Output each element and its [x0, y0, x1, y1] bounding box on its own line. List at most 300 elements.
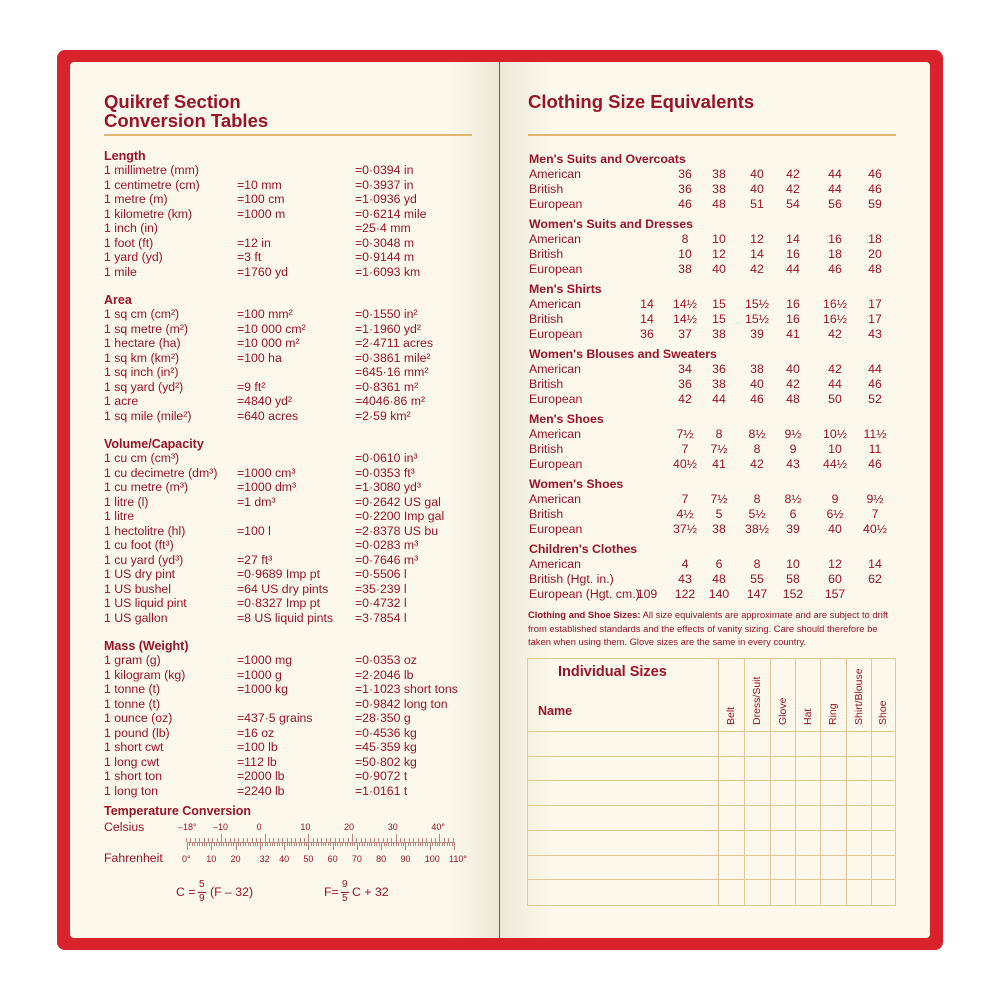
volume-row-8-col-0: 1 US dry pint [104, 567, 176, 581]
mass-row-9-col-2: =1·0161 t [355, 783, 408, 798]
clothing-size-value: 20 [868, 247, 882, 261]
fahrenheit-tick-label: 70 [351, 854, 362, 864]
clothing-size-value: 16 [786, 312, 800, 326]
fahrenheit-label: Fahrenheit [104, 851, 163, 865]
celsius-tick [404, 838, 405, 842]
fahrenheit-tick [367, 842, 368, 846]
fahrenheit-tick [233, 842, 234, 846]
fahrenheit-tick [284, 842, 285, 850]
clothing-size-value: 8 [753, 492, 761, 506]
mass-row-9-col-1: =2240 lb [237, 783, 285, 798]
mass-row-4-col-0: 1 ounce (oz) [104, 711, 173, 725]
clothing-row-label: European (Hgt. cm.) [529, 587, 640, 601]
clothing-size-value: 42 [786, 182, 800, 196]
fahrenheit-tick [325, 842, 326, 846]
celsius-tick [186, 838, 187, 842]
length-row-7-col-0: 1 mile [104, 264, 137, 279]
volume-row-3-col-0: 1 litre (l) [104, 494, 149, 509]
mass-row-6-col-2: =45·359 kg [355, 740, 417, 754]
celsius-tick-label: 40° [431, 822, 446, 832]
fahrenheit-tick [422, 842, 423, 846]
clothing-size-value: 40 [750, 377, 764, 391]
fahrenheit-tick [321, 842, 322, 846]
clothing-size-value: 140 [708, 587, 730, 601]
fahrenheit-tick [364, 842, 365, 846]
length-row-3-col-1: =1000 m [237, 206, 286, 221]
clothing-size-value: 8 [681, 232, 689, 246]
grid-row-line [527, 805, 895, 806]
clothing-size-value: 50 [828, 392, 842, 406]
celsius-tick [273, 838, 274, 842]
mass-row-7-col-1: =112 lb [237, 754, 277, 769]
fahrenheit-tick [408, 842, 409, 846]
clothing-size-value: 152 [782, 587, 804, 601]
sizes-note [528, 608, 898, 649]
clothing-size-value: 14 [868, 557, 882, 571]
clothing-size-value: 8 [715, 427, 723, 441]
clothing-size-value: 42 [828, 327, 842, 341]
celsius-tick [361, 838, 362, 842]
fahrenheit-tick [260, 842, 261, 850]
length-row-5-col-2: =0·3048 m [355, 235, 415, 250]
clothing-size-value: 40 [712, 262, 726, 276]
area-row-0-col-0: 1 sq cm (cm²) [104, 307, 180, 321]
length-row-1-col-2: =0·3937 in [355, 177, 414, 192]
mass-row-8-col-2: =0·9072 t [355, 769, 408, 783]
formula-f-prefix: F= [324, 885, 339, 899]
individual-sizes-title: Individual Sizes [558, 664, 667, 680]
volume-row-8-col-1: =0·9689 Imp pt [237, 567, 321, 581]
area-row-1-col-0: 1 sq metre (m²) [104, 321, 189, 336]
clothing-size-value: 51 [750, 197, 764, 211]
fahrenheit-tick [418, 842, 419, 846]
clothing-size-value: 48 [786, 392, 800, 406]
celsius-tick [282, 838, 283, 842]
fahrenheit-tick [243, 842, 244, 846]
clothing-section-heading: Children's Clothes [529, 542, 638, 556]
celsius-tick-label: 10 [300, 822, 311, 832]
volume-row-1-col-2: =0·0353 ft³ [355, 465, 415, 480]
clothing-size-value: 16½ [823, 297, 847, 311]
area-row-7-col-1: =640 acres [237, 408, 299, 423]
clothing-size-value: 10½ [823, 427, 847, 441]
fahrenheit-tick [291, 842, 292, 846]
mass-row-3-col-2: =0·9842 long ton [355, 696, 448, 711]
clothing-size-value: 6 [789, 507, 797, 521]
fahrenheit-tick [405, 842, 406, 850]
clothing-section-heading: Men's Suits and Overcoats [529, 152, 686, 166]
celsius-tick [208, 838, 209, 842]
fahrenheit-tick [347, 842, 348, 846]
individual-column-dress-suit: Dress/Suit [751, 676, 763, 725]
clothing-size-value: 15 [712, 312, 726, 326]
volume-row-0-col-0: 1 cu cm (cm³) [104, 451, 180, 465]
clothing-row-label: European [529, 327, 583, 341]
clothing-size-value: 8½ [748, 427, 766, 441]
grid-row-line [527, 731, 895, 732]
clothing-size-value: 42 [750, 262, 764, 276]
fahrenheit-tick [197, 842, 198, 846]
clothing-row-label: European [529, 392, 583, 406]
celsius-tick [335, 838, 336, 842]
fahrenheit-tick [432, 842, 433, 846]
clothing-row-label: American [529, 167, 581, 181]
fahrenheit-tick [345, 842, 346, 846]
fahrenheit-tick [202, 842, 203, 846]
area-row-2-col-0: 1 hectare (ha) [104, 336, 181, 350]
celsius-tick [321, 838, 322, 842]
mass-row-0-col-2: =0·0353 oz [355, 653, 417, 667]
fahrenheit-tick [396, 842, 397, 846]
clothing-row-label: European [529, 197, 583, 211]
area-row-1-col-1: =10 000 cm² [237, 321, 306, 336]
fahrenheit-tick [386, 842, 387, 846]
fahrenheit-tick [350, 842, 351, 846]
celsius-tick [238, 838, 239, 842]
mass-row-0-col-0: 1 gram (g) [104, 653, 161, 667]
clothing-size-value: 14 [640, 312, 654, 326]
clothing-size-value: 17 [868, 297, 882, 311]
clothing-size-value: 16 [828, 232, 842, 246]
fahrenheit-tick [282, 842, 283, 846]
length-row-2-col-1: =100 cm [237, 192, 285, 206]
clothing-size-value: 14 [786, 232, 800, 246]
mass-row-6-col-0: 1 short cwt [104, 740, 164, 754]
mass-row-1-col-1: =1000 g [237, 667, 282, 682]
mass-row-1-col-0: 1 kilogram (kg) [104, 667, 186, 682]
clothing-size-value: 15½ [745, 297, 769, 311]
fahrenheit-tick [437, 842, 438, 846]
celsius-tick [431, 838, 432, 842]
length-row-1-col-0: 1 centimetre (cm) [104, 177, 200, 192]
celsius-tick-label: 0 [256, 822, 262, 832]
celsius-tick-label: 30 [387, 822, 398, 832]
celsius-tick [234, 838, 235, 842]
fahrenheit-tick [187, 842, 188, 850]
area-row-2-col-1: =10 000 m² [237, 336, 300, 350]
fahrenheit-tick [430, 842, 431, 850]
clothing-size-value: 9 [831, 492, 839, 506]
length-row-2-col-0: 1 metre (m) [104, 192, 168, 206]
celsius-tick [252, 838, 253, 842]
celsius-tick [204, 838, 205, 842]
mass-row-8-col-1: =2000 lb [237, 769, 285, 783]
grid-column-line [871, 658, 872, 905]
celsius-tick [247, 838, 248, 842]
celsius-tick [396, 834, 397, 842]
celsius-tick [383, 838, 384, 842]
fahrenheit-tick [245, 842, 246, 846]
clothing-size-value: 10 [712, 232, 726, 246]
clothing-size-value: 147 [746, 587, 768, 601]
celsius-tick [313, 838, 314, 842]
length-row-5-col-0: 1 foot (ft) [104, 235, 154, 250]
grid-row-line [527, 830, 895, 831]
clothing-size-value: 34 [678, 362, 692, 376]
grid-column-line [718, 658, 719, 905]
fahrenheit-tick [362, 842, 363, 846]
fahrenheit-tick [296, 842, 297, 846]
clothing-size-value: 10 [828, 442, 842, 456]
fahrenheit-tick-label: 50 [303, 854, 314, 864]
fahrenheit-tick-label: 32 [259, 854, 270, 864]
length-row-2-col-2: =1·0936 yd [355, 192, 417, 206]
individual-column-hat: Hat [801, 708, 814, 725]
clothing-size-value: 14 [640, 297, 654, 311]
length-row-6-col-0: 1 yard (yd) [104, 250, 163, 264]
celsius-tick [330, 838, 331, 842]
clothing-size-value: 43 [786, 457, 800, 471]
clothing-size-value: 12 [828, 557, 842, 571]
clothing-size-value: 42 [750, 457, 764, 471]
left-title-line1: Quikref Section [104, 91, 241, 112]
clothing-size-value: 38 [712, 182, 726, 196]
fahrenheit-tick [248, 842, 249, 846]
volume-row-11-col-2: =3·7854 l [355, 610, 407, 625]
celsius-tick [217, 838, 218, 842]
area-row-5-col-0: 1 sq yard (yd²) [104, 379, 184, 394]
clothing-size-value: 11 [868, 442, 882, 456]
fahrenheit-tick [238, 842, 239, 846]
fahrenheit-tick [253, 842, 254, 846]
mass-row-7-col-0: 1 long cwt [104, 754, 160, 769]
fahrenheit-tick [250, 842, 251, 846]
mass-row-5-col-0: 1 pound (lb) [104, 725, 170, 740]
clothing-size-value: 40 [750, 182, 764, 196]
clothing-size-value: 54 [786, 197, 800, 211]
individual-column-belt: Belt [725, 706, 737, 725]
fahrenheit-tick [447, 842, 448, 846]
clothing-size-value: 36 [678, 167, 692, 181]
clothing-size-value: 46 [868, 167, 882, 181]
clothing-row-label: British [529, 377, 564, 391]
area-row-0-col-1: =100 mm² [237, 307, 293, 321]
clothing-size-value: 36 [640, 327, 654, 341]
clothing-size-value: 9½ [866, 492, 884, 506]
fahrenheit-tick [403, 842, 404, 846]
mass-row-3-col-0: 1 tonne (t) [104, 696, 161, 711]
area-heading: Area [104, 293, 132, 307]
sizes-note-text: All size equivalents are approximate and are subject to drift from established standards and the effects of vanity sizing. Care should therefore be taken when using them. Glove sizes are the same in every country. [528, 609, 889, 647]
celsius-tick [422, 838, 423, 842]
length-row-5-col-1: =12 in [237, 235, 271, 250]
fahrenheit-tick [371, 842, 372, 846]
clothing-size-value: 157 [824, 587, 846, 601]
area-row-7-col-0: 1 sq mile (mile²) [104, 408, 192, 423]
celsius-tick [409, 838, 410, 842]
fahrenheit-tick-label: 10 [206, 854, 217, 864]
volume-row-0-col-2: =0·0610 in³ [355, 451, 418, 465]
fahrenheit-tick [328, 842, 329, 846]
mass-row-8-col-0: 1 short ton [104, 769, 163, 783]
length-row-6-col-1: =3 ft [237, 250, 262, 264]
volume-row-5-col-2: =2·8378 US bu [355, 523, 439, 538]
fahrenheit-tick-label: 80 [376, 854, 387, 864]
fahrenheit-tick-label: 0° [182, 854, 191, 864]
fahrenheit-tick [270, 842, 271, 846]
grid-column-line [846, 658, 847, 905]
clothing-row-label: European [529, 457, 583, 471]
celsius-tick [343, 838, 344, 842]
length-row-4-col-2: =25·4 mm [355, 221, 411, 235]
individual-name-label: Name [538, 704, 573, 718]
fahrenheit-tick-label: 60 [327, 854, 338, 864]
celsius-tick [413, 838, 414, 842]
clothing-row-label: American [529, 297, 581, 311]
fahrenheit-tick [415, 842, 416, 846]
clothing-size-value: 46 [678, 197, 692, 211]
clothing-size-value: 15½ [745, 312, 769, 326]
volume-row-3-col-1: =1 dm³ [237, 494, 276, 509]
fahrenheit-tick [340, 842, 341, 846]
mass-heading: Mass (Weight) [104, 639, 189, 653]
area-row-0-col-2: =0·1550 in² [355, 307, 418, 321]
clothing-size-value: 14 [750, 247, 764, 261]
clothing-size-value: 38½ [745, 522, 769, 536]
celsius-tick [448, 838, 449, 842]
fahrenheit-tick [308, 842, 309, 850]
fahrenheit-tick [255, 842, 256, 846]
area-row-4-col-0: 1 sq inch (in²) [104, 365, 179, 379]
clothing-size-value: 16 [786, 247, 800, 261]
clothing-section-heading: Women's Shoes [529, 477, 624, 491]
clothing-size-value: 52 [868, 392, 882, 406]
fahrenheit-tick [294, 842, 295, 846]
fahrenheit-tick-label: 110° [449, 854, 467, 864]
area-row-6-col-0: 1 acre [104, 394, 139, 408]
clothing-size-value: 44 [828, 167, 842, 181]
clothing-size-value: 40½ [673, 457, 697, 471]
celsius-tick [317, 838, 318, 842]
volume-row-4-col-0: 1 litre [104, 509, 135, 523]
celsius-tick [260, 838, 261, 842]
celsius-tick [265, 834, 266, 842]
clothing-size-value: 11½ [863, 427, 887, 441]
clothing-size-value: 36 [678, 377, 692, 391]
fahrenheit-tick [354, 842, 355, 846]
clothing-size-value: 44 [786, 262, 800, 276]
length-heading: Length [104, 149, 146, 163]
clothing-size-value: 38 [712, 327, 726, 341]
celsius-tick [435, 838, 436, 842]
mass-row-6-col-1: =100 lb [237, 740, 278, 754]
clothing-size-value: 36 [712, 362, 726, 376]
celsius-tick [426, 838, 427, 842]
clothing-size-value: 46 [750, 392, 764, 406]
fahrenheit-tick [236, 842, 237, 850]
left-title-rule [104, 134, 472, 136]
right-title-rule [528, 134, 896, 136]
clothing-size-value: 58 [786, 572, 800, 586]
clothing-size-value: 9½ [784, 427, 802, 441]
clothing-size-value: 12 [750, 232, 764, 246]
formula-f-numerator: 9 [342, 879, 348, 890]
fahrenheit-tick [425, 842, 426, 846]
fahrenheit-tick [352, 842, 353, 846]
clothing-row-label: American [529, 427, 581, 441]
clothing-size-value: 44 [828, 377, 842, 391]
fahrenheit-tick [318, 842, 319, 846]
volume-row-10-col-0: 1 US liquid pint [104, 596, 187, 610]
celsius-tick [391, 838, 392, 842]
volume-row-11-col-1: =8 US liquid pints [237, 610, 334, 625]
fahrenheit-tick [335, 842, 336, 846]
formula-f-denominator: 5 [342, 893, 348, 904]
mass-row-1-col-2: =2·2046 lb [355, 667, 414, 682]
individual-sizes-grid [527, 658, 896, 906]
clothing-size-value: 38 [712, 377, 726, 391]
clothing-size-value: 38 [750, 362, 764, 376]
grid-row-line [527, 780, 895, 781]
celsius-tick [304, 838, 305, 842]
clothing-section-heading: Men's Shoes [529, 412, 604, 426]
area-row-3-col-2: =0·3861 mile² [355, 350, 431, 365]
clothing-size-value: 16½ [823, 312, 847, 326]
clothing-size-value: 7½ [710, 492, 728, 506]
clothing-size-value: 6 [715, 557, 723, 571]
volume-row-5-col-0: 1 hectolitre (hl) [104, 523, 186, 538]
celsius-tick [339, 838, 340, 842]
clothing-size-value: 18 [828, 247, 842, 261]
celsius-tick [308, 834, 309, 842]
fahrenheit-tick-label: 90 [400, 854, 411, 864]
area-row-7-col-2: =2·59 km² [355, 408, 411, 423]
clothing-size-value: 42 [786, 377, 800, 391]
fahrenheit-tick [427, 842, 428, 846]
fahrenheit-tick [304, 842, 305, 846]
volume-row-4-col-2: =0·2200 Imp gal [355, 509, 445, 523]
clothing-row-label: European [529, 262, 583, 276]
clothing-size-value: 44 [712, 392, 726, 406]
clothing-size-value: 14½ [673, 297, 697, 311]
volume-row-5-col-1: =100 l [237, 523, 271, 538]
volume-row-11-col-0: 1 US gallon [104, 610, 168, 625]
clothing-size-value: 40 [786, 362, 800, 376]
formula-c-suffix: (F – 32) [210, 885, 254, 899]
clothing-size-value: 39 [786, 522, 800, 536]
clothing-row-label: European [529, 522, 583, 536]
clothing-size-value: 46 [868, 457, 882, 471]
fahrenheit-tick [391, 842, 392, 846]
celsius-tick [300, 838, 301, 842]
fahrenheit-tick [219, 842, 220, 846]
mass-row-0-col-1: =1000 mg [237, 653, 293, 667]
area-row-3-col-1: =100 ha [237, 350, 282, 365]
mass-row-9-col-0: 1 long ton [104, 783, 159, 798]
clothing-size-value: 42 [786, 167, 800, 181]
fahrenheit-tick [333, 842, 334, 850]
volume-row-7-col-0: 1 cu yard (yd³) [104, 552, 184, 567]
clothing-size-value: 122 [674, 587, 696, 601]
fahrenheit-tick [279, 842, 280, 846]
clothing-size-value: 38 [712, 522, 726, 536]
fahrenheit-tick [287, 842, 288, 846]
clothing-size-value: 5½ [748, 507, 766, 521]
volume-row-9-col-2: =35·239 l [355, 581, 407, 596]
clothing-size-value: 7½ [676, 427, 694, 441]
fahrenheit-tick [313, 842, 314, 846]
fahrenheit-tick [306, 842, 307, 846]
formula-f-suffix: C + 32 [352, 885, 389, 899]
celsius-tick-label: 20 [344, 822, 355, 832]
individual-column-shoe: Shoe [877, 700, 889, 725]
clothing-size-value: 8 [753, 557, 761, 571]
mass-row-7-col-2: =50·802 kg [355, 754, 417, 769]
individual-column-ring: Ring [827, 703, 839, 725]
fahrenheit-tick [289, 842, 290, 846]
clothing-size-value: 37½ [673, 522, 697, 536]
mass-row-4-col-1: =437·5 grains [237, 711, 313, 725]
